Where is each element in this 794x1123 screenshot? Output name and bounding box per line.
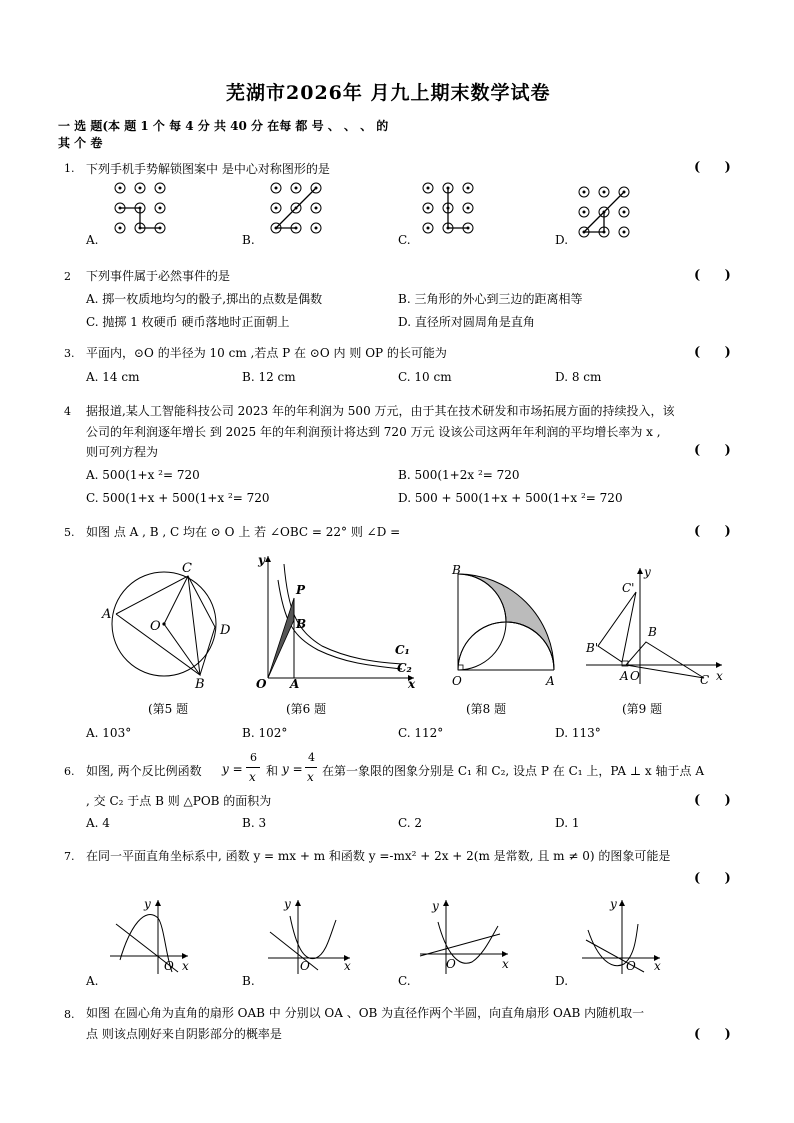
q8-number: 8. <box>64 1008 75 1021</box>
q5-caption-fig5: (第5 题 <box>148 702 189 716</box>
q1-text: 下列手机手势解锁图案中 是中心对称图形的是 <box>86 162 330 176</box>
q6-frac1-den: x <box>249 770 256 784</box>
q7-graph-d <box>582 897 661 974</box>
q8-label-a: A <box>546 674 555 688</box>
q6-option-a: A. 4 <box>86 816 110 830</box>
q5-caption-fig8: (第8 题 <box>466 702 507 716</box>
section-header-line1: 一 选 题(本 题 1 个 每 4 分 共 40 分 在每 都 号 、 、 、 的 <box>58 119 389 133</box>
q8-label-b: B <box>452 564 461 577</box>
q6-option-d: D. 1 <box>555 816 580 830</box>
q6-option-c: C. 2 <box>398 816 423 830</box>
q1-figures <box>80 182 660 252</box>
q7b-label-x: x <box>344 959 351 973</box>
q9-label-c-prime: C' <box>622 581 635 595</box>
q5-option-a: A. 103° <box>86 726 132 740</box>
q6-line1b: 在第一象限的图象分别是 C₁ 和 C₂, 设点 P 在 C₁ 上，PA ⊥ x 轴于点 A <box>322 764 704 778</box>
q7-graph-a <box>110 897 189 974</box>
q7a-label-y: y <box>144 897 151 911</box>
q6-frac1-bar <box>246 767 260 768</box>
q3-number: 3. <box>64 347 75 360</box>
q1-option-b: B. <box>242 233 255 247</box>
q7c-label-y: y <box>432 899 439 913</box>
q2-text: 下列事件属于必然事件的是 <box>86 269 231 283</box>
q7b-label-y: y <box>284 897 291 911</box>
q5-label-c: C <box>182 562 192 576</box>
q7a-label-x: x <box>182 959 189 973</box>
q8-line2: 点 则该点刚好来自阴影部分的概率是 <box>86 1027 282 1041</box>
q9-label-a: A <box>620 669 629 683</box>
q3-text: 平面内，⊙O 的半径为 10 cm ,若点 P 在 ⊙O 内 则 OP 的长可能为 <box>86 346 447 360</box>
q6-label-c2: C₂ <box>397 661 412 675</box>
q4-answer-paren: ( ) <box>694 443 741 458</box>
q3-option-c: C. 10 cm <box>398 370 452 384</box>
q5-label-a: A <box>102 607 112 622</box>
q9-label-x: x <box>716 669 723 683</box>
q1-option-c: C. <box>398 233 411 247</box>
q6-number: 6. <box>64 765 75 778</box>
q2-option-d: D. 直径所对圆周角是直角 <box>398 315 535 329</box>
q6-mid: 和 <box>266 764 279 778</box>
q7-option-b: B. <box>242 974 255 988</box>
q2-option-c: C. 抛掷 1 枚硬币 硬币落地时正面朝上 <box>86 315 290 329</box>
q8-label-o: O <box>452 674 462 688</box>
q1-pattern-c <box>423 183 473 233</box>
q7-answer-paren: ( ) <box>694 871 741 886</box>
q6-frac2-lhs: y = <box>282 762 303 776</box>
q5-label-d: D <box>220 623 231 638</box>
q5-label-b: B <box>195 677 205 692</box>
q8-figure <box>448 564 563 690</box>
q9-label-c: C <box>700 673 710 687</box>
q9-figure <box>580 562 730 688</box>
q1-pattern-b <box>271 183 321 233</box>
q3-option-a: A. 14 cm <box>86 370 140 384</box>
q6-frac1-lhs: y = <box>222 762 243 776</box>
q1-option-d: D. <box>555 233 569 247</box>
q4-option-b: B. 500(1+2x ²= 720 <box>398 468 520 482</box>
q1-option-a: A. <box>86 233 99 247</box>
q4-line1: 据报道,某人工智能科技公司 2023 年的年利润为 500 万元，由于其在技术研发和市场拓展方面的持续投入，该 <box>86 404 675 418</box>
q6-label-x: x <box>408 677 416 690</box>
q2-number: 2 <box>64 270 71 283</box>
q5-text: 如图 点 A , B , C 均在 ⊙ O 上 若 ∠OBC = 22° 则 ∠D = <box>86 525 401 539</box>
q7d-label-o: O <box>626 959 636 973</box>
q4-number: 4 <box>64 405 71 418</box>
q9-label-b-prime: B' <box>586 641 599 655</box>
q6-label-p: P <box>296 583 306 597</box>
q7c-label-x: x <box>502 957 509 971</box>
q1-answer-paren: ( ) <box>694 160 741 175</box>
q6-answer-paren: ( ) <box>694 793 741 808</box>
page-title: 芜湖市2026年 月九上期末数学试卷 <box>226 82 551 104</box>
q6-label-b: B <box>296 617 307 631</box>
q3-option-d: D. 8 cm <box>555 370 602 384</box>
q4-option-d: D. 500 + 500(1+x + 500(1+x ²= 720 <box>398 491 623 505</box>
q7-graph-c <box>420 899 509 974</box>
q7c-label-o: O <box>446 957 456 971</box>
q9-label-o: O <box>630 669 640 683</box>
q6-label-c1: C₁ <box>395 643 410 657</box>
q9-label-y: y <box>644 565 651 579</box>
q3-answer-paren: ( ) <box>694 345 741 360</box>
q4-line3: 则可列方程为 <box>86 445 159 459</box>
q7d-label-x: x <box>654 959 661 973</box>
q7b-label-o: O <box>300 959 310 973</box>
q1-pattern-a <box>115 183 165 233</box>
q6-label-y: y <box>258 553 265 567</box>
q5-caption-fig9: (第9 题 <box>622 702 663 716</box>
q5-option-d: D. 113° <box>555 726 601 740</box>
q7-option-c: C. <box>398 974 411 988</box>
q4-option-a: A. 500(1+x ²= 720 <box>86 468 200 482</box>
q1-number: 1. <box>64 162 75 175</box>
q5-answer-paren: ( ) <box>694 524 741 539</box>
q6-option-b: B. 3 <box>242 816 267 830</box>
q7a-label-o: O <box>164 959 174 973</box>
q6-frac2-bar <box>305 767 317 768</box>
q7-number: 7. <box>64 850 75 863</box>
q8-line1: 如图 在圆心角为直角的扇形 OAB 中 分别以 OA 、OB 为直径作两个半圆，向直角扇形 OAB 内随机取一 <box>86 1006 645 1020</box>
q8-answer-paren: ( ) <box>694 1027 741 1042</box>
q6-figure <box>252 550 422 690</box>
q3-option-b: B. 12 cm <box>242 370 296 384</box>
q5-caption-fig6: (第6 题 <box>286 702 327 716</box>
q6-label-a: A <box>290 677 300 690</box>
q5-option-b: B. 102° <box>242 726 288 740</box>
q5-figure <box>96 562 246 692</box>
q6-frac2-den: x <box>307 770 314 784</box>
q7-option-a: A. <box>86 974 99 988</box>
q2-option-b: B. 三角形的外心到三边的距离相等 <box>398 292 583 306</box>
q6-line1a: 如图, 两个反比例函数 <box>86 764 202 778</box>
q2-option-a: A. 掷一枚质地均匀的骰子,掷出的点数是偶数 <box>86 292 323 306</box>
q7-figures <box>100 896 670 976</box>
q4-option-c: C. 500(1+x + 500(1+x ²= 720 <box>86 491 270 505</box>
q4-line2: 公司的年利润逐年增长 到 2025 年的年利润预计将达到 720 万元 设该公司这两年年利润的平均增长率为 x , <box>86 425 661 439</box>
q7-graph-b <box>268 897 351 974</box>
q7d-label-y: y <box>610 897 617 911</box>
q5-option-c: C. 112° <box>398 726 444 740</box>
q6-label-o: O <box>256 677 267 690</box>
q1-pattern-d <box>579 187 629 237</box>
q5-label-o: O <box>150 619 161 634</box>
q6-frac1-num: 6 <box>250 751 257 764</box>
q5-number: 5. <box>64 526 75 539</box>
q6-line2: , 交 C₂ 于点 B 则 △POB 的面积为 <box>86 794 272 808</box>
section-header-line2: 其 个 卷 <box>58 136 103 150</box>
q2-answer-paren: ( ) <box>694 268 741 283</box>
q7-text: 在同一平面直角坐标系中, 函数 y = mx + m 和函数 y =-mx² + 2x + 2(m 是常数, 且 m ≠ 0) 的图象可能是 <box>86 849 671 863</box>
q6-frac2-num: 4 <box>308 751 315 764</box>
q9-label-b: B <box>648 625 657 639</box>
q7-option-d: D. <box>555 974 569 988</box>
